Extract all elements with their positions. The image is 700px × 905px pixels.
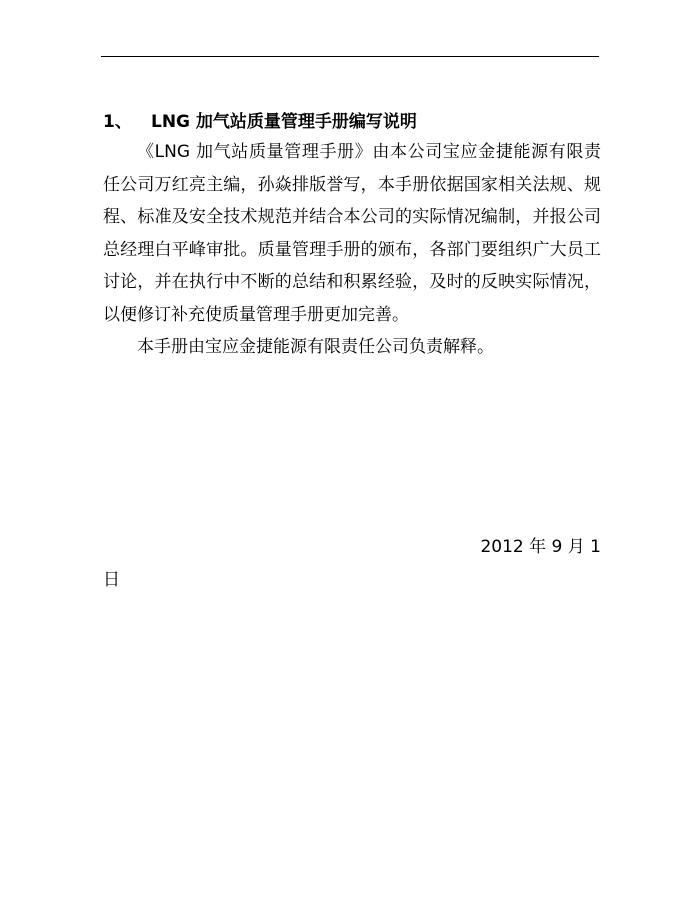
body-text — [103, 136, 601, 364]
date-block — [103, 531, 601, 596]
header-rule — [101, 56, 599, 57]
paragraph-description: 《LNG 加气站质量管理手册》由本公司宝应金捷能源有限责任公司万红亮主编，孙焱排版誉写，本手册依据国家相关法规、规程、标准及安全技术规范并结合本公司的实际情况编制，并报公司总经理白平峰审批。质量管理手册的颁布，各部门要组织广大员工讨论，并在执行中不断的总结和积累经验，及时的反映实际情况，以便修订补充使质量管理手册更加完善。 — [103, 142, 601, 325]
date-line-2: 日 — [103, 569, 120, 590]
heading-number: 1、 — [103, 112, 132, 132]
section-heading — [103, 108, 623, 136]
heading-title: LNG 加气站质量管理手册编写说明 — [151, 112, 417, 132]
paragraph-interpretation: 本手册由宝应金捷能源有限责任公司负责解释。 — [137, 337, 494, 357]
date-line-1: 2012 年 9 月 1 — [480, 537, 601, 557]
